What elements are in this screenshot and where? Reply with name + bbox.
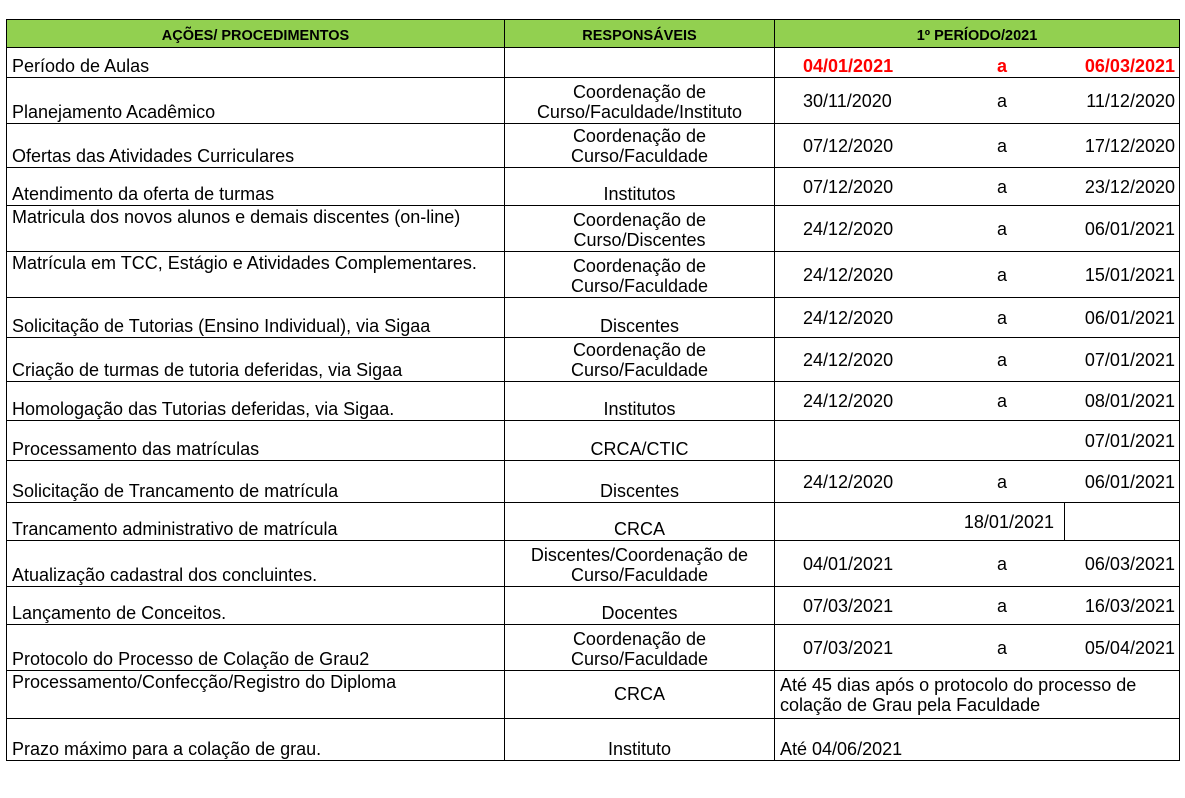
- action-cell: Criação de turmas de tutoria deferidas, via Sigaa: [7, 338, 505, 382]
- header-period: 1º PERÍODO/2021: [775, 20, 1180, 48]
- responsible-cell: Discentes: [505, 298, 775, 338]
- separator-cell: a: [940, 298, 1065, 338]
- action-cell: Matrícula em TCC, Estágio e Atividades Complementares.: [7, 252, 505, 298]
- start-date-cell: 04/01/2021: [775, 48, 940, 78]
- separator-cell: a: [940, 124, 1065, 168]
- end-date-cell: 16/03/2021: [1065, 587, 1180, 625]
- action-cell: Protocolo do Processo de Colação de Grau2: [7, 625, 505, 671]
- responsible-cell: Coordenação de Curso/Faculdade: [505, 625, 775, 671]
- header-responsible: RESPONSÁVEIS: [505, 20, 775, 48]
- end-date-cell: 07/01/2021: [1065, 421, 1180, 461]
- table-row: [7, 206, 1180, 252]
- action-cell: Planejamento Acadêmico: [7, 78, 505, 124]
- table-row: [7, 541, 1180, 587]
- separator-cell: a: [940, 48, 1065, 78]
- end-date-cell: 23/12/2020: [1065, 168, 1180, 206]
- table-row: [7, 124, 1180, 168]
- end-date-cell: 07/01/2021: [1065, 338, 1180, 382]
- action-cell: Solicitação de Tutorias (Ensino Individual), via Sigaa: [7, 298, 505, 338]
- action-cell: Processamento/Confecção/Registro do Diploma: [7, 671, 505, 719]
- separator-cell: a: [940, 78, 1065, 124]
- responsible-cell: Coordenação de Curso/Faculdade/Instituto: [505, 78, 775, 124]
- action-cell: Período de Aulas: [7, 48, 505, 78]
- separator-cell: a: [940, 541, 1065, 587]
- action-cell: Ofertas das Atividades Curriculares: [7, 124, 505, 168]
- table-row: [7, 48, 1180, 78]
- table-row: [7, 168, 1180, 206]
- end-date-cell: 15/01/2021: [1065, 252, 1180, 298]
- end-date-cell: 06/03/2021: [1065, 48, 1180, 78]
- end-date-cell: 06/01/2021: [1065, 298, 1180, 338]
- responsible-cell: Institutos: [505, 382, 775, 421]
- start-date-cell: 07/12/2020: [775, 168, 940, 206]
- end-date-cell: 06/03/2021: [1065, 541, 1180, 587]
- start-date-cell: 24/12/2020: [775, 338, 940, 382]
- table-row: [7, 78, 1180, 124]
- responsible-cell: Coordenação de Curso/Faculdade: [505, 252, 775, 298]
- action-cell: Atendimento da oferta de turmas: [7, 168, 505, 206]
- header-row: [7, 20, 1180, 48]
- responsible-cell: Instituto: [505, 719, 775, 761]
- action-cell: Atualização cadastral dos concluintes.: [7, 541, 505, 587]
- empty-cell: [1065, 503, 1180, 541]
- start-date-cell: 07/03/2021: [775, 587, 940, 625]
- responsible-cell: CRCA: [505, 503, 775, 541]
- separator-cell: a: [940, 206, 1065, 252]
- action-cell: Processamento das matrículas: [7, 421, 505, 461]
- responsible-cell: Coordenação de Curso/Faculdade: [505, 338, 775, 382]
- table-row: [7, 382, 1180, 421]
- action-cell: Matricula dos novos alunos e demais discentes (on-line): [7, 206, 505, 252]
- end-date-cell: 06/01/2021: [1065, 461, 1180, 503]
- separator-cell: [940, 421, 1065, 461]
- end-date-cell: 08/01/2021: [1065, 382, 1180, 421]
- calendar-table: [6, 19, 1180, 761]
- action-cell: Homologação das Tutorias deferidas, via Sigaa.: [7, 382, 505, 421]
- table-row: [7, 503, 1180, 541]
- date-cell: 18/01/2021: [775, 503, 1065, 541]
- header-actions: AÇÕES/ PROCEDIMENTOS: [7, 20, 505, 48]
- action-cell: Solicitação de Trancamento de matrícula: [7, 461, 505, 503]
- action-cell: Prazo máximo para a colação de grau.: [7, 719, 505, 761]
- table-row: [7, 421, 1180, 461]
- responsible-cell: Institutos: [505, 168, 775, 206]
- end-date-cell: 17/12/2020: [1065, 124, 1180, 168]
- responsible-cell: Coordenação de Curso/Discentes: [505, 206, 775, 252]
- responsible-cell: Discentes/Coordenação de Curso/Faculdade: [505, 541, 775, 587]
- responsible-cell: CRCA/CTIC: [505, 421, 775, 461]
- responsible-cell: Discentes: [505, 461, 775, 503]
- end-date-cell: 06/01/2021: [1065, 206, 1180, 252]
- start-date-cell: 04/01/2021: [775, 541, 940, 587]
- responsible-cell: [505, 48, 775, 78]
- table-row: [7, 338, 1180, 382]
- table-row: [7, 671, 1180, 719]
- action-cell: Trancamento administrativo de matrícula: [7, 503, 505, 541]
- start-date-cell: [775, 421, 940, 461]
- start-date-cell: 24/12/2020: [775, 252, 940, 298]
- start-date-cell: 24/12/2020: [775, 382, 940, 421]
- responsible-cell: CRCA: [505, 671, 775, 719]
- table-row: [7, 719, 1180, 761]
- start-date-cell: 07/12/2020: [775, 124, 940, 168]
- start-date-cell: 30/11/2020: [775, 78, 940, 124]
- note-cell: Até 04/06/2021: [775, 719, 1180, 761]
- start-date-cell: 24/12/2020: [775, 206, 940, 252]
- table-row: [7, 252, 1180, 298]
- separator-cell: a: [940, 587, 1065, 625]
- table-row: [7, 298, 1180, 338]
- table-row: [7, 587, 1180, 625]
- end-date-cell: 05/04/2021: [1065, 625, 1180, 671]
- note-cell: Até 45 dias após o protocolo do processo de colação de Grau pela Faculdade: [775, 671, 1180, 719]
- responsible-cell: Docentes: [505, 587, 775, 625]
- start-date-cell: 24/12/2020: [775, 298, 940, 338]
- separator-cell: a: [940, 382, 1065, 421]
- separator-cell: a: [940, 625, 1065, 671]
- table-row: [7, 461, 1180, 503]
- separator-cell: a: [940, 338, 1065, 382]
- separator-cell: a: [940, 252, 1065, 298]
- end-date-cell: 11/12/2020: [1065, 78, 1180, 124]
- separator-cell: a: [940, 461, 1065, 503]
- action-cell: Lançamento de Conceitos.: [7, 587, 505, 625]
- separator-cell: a: [940, 168, 1065, 206]
- responsible-cell: Coordenação de Curso/Faculdade: [505, 124, 775, 168]
- start-date-cell: 07/03/2021: [775, 625, 940, 671]
- table-row: [7, 625, 1180, 671]
- start-date-cell: 24/12/2020: [775, 461, 940, 503]
